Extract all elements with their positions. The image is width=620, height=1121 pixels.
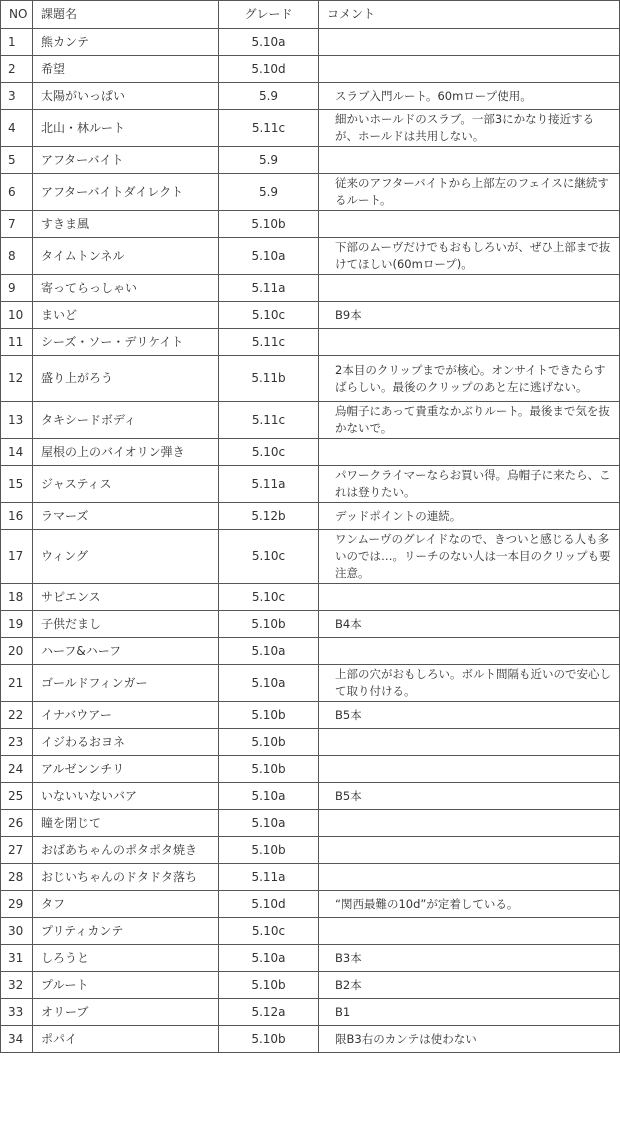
table-row: [1, 147, 620, 174]
route-grade-cell: 5.10a: [219, 665, 319, 702]
route-no-cell: 25: [1, 783, 33, 810]
route-grade-cell: 5.10a: [219, 29, 319, 56]
route-name-cell: 熊カンテ: [33, 29, 219, 56]
table-row: [1, 275, 620, 302]
table-row: [1, 503, 620, 530]
table-row: [1, 584, 620, 611]
header-grade: グレード: [219, 1, 319, 29]
route-grade-cell: 5.11c: [219, 402, 319, 439]
route-name-cell: サピエンス: [33, 584, 219, 611]
route-no-cell: 24: [1, 756, 33, 783]
route-no-cell: 34: [1, 1026, 33, 1053]
route-no-cell: 8: [1, 238, 33, 275]
table-row: [1, 837, 620, 864]
route-grade-cell: 5.10b: [219, 972, 319, 999]
route-comment-cell: 上部の穴がおもしろい。ボルト間隔も近いので安心して取り付ける。: [319, 665, 620, 702]
table-row: [1, 783, 620, 810]
route-grade-cell: 5.10c: [219, 918, 319, 945]
route-no-cell: 26: [1, 810, 33, 837]
table-row: [1, 665, 620, 702]
route-comment-cell: 細かいホールドのスラブ。一部3にかなり接近するが、ホールドは共用しない。: [319, 110, 620, 147]
route-name-cell: 屋根の上のバイオリン弾き: [33, 439, 219, 466]
route-name-cell: アルゼンンチリ: [33, 756, 219, 783]
route-no-cell: 33: [1, 999, 33, 1026]
route-rows: [1, 29, 620, 1053]
table-row: [1, 891, 620, 918]
route-grade-cell: 5.9: [219, 147, 319, 174]
route-comment-cell: [319, 918, 620, 945]
route-name-cell: イジわるおヨネ: [33, 729, 219, 756]
route-grade-cell: 5.11b: [219, 356, 319, 402]
route-comment-cell: B3本: [319, 945, 620, 972]
route-comment-cell: [319, 729, 620, 756]
route-no-cell: 5: [1, 147, 33, 174]
table-row: [1, 729, 620, 756]
route-name-cell: ジャスティス: [33, 466, 219, 503]
route-name-cell: プルート: [33, 972, 219, 999]
route-comment-cell: パワークライマーならお買い得。烏帽子に来たら、これは登りたい。: [319, 466, 620, 503]
route-no-cell: 1: [1, 29, 33, 56]
route-name-cell: 希望: [33, 56, 219, 83]
route-grade-cell: 5.10b: [219, 729, 319, 756]
route-no-cell: 2: [1, 56, 33, 83]
route-no-cell: 11: [1, 329, 33, 356]
route-grade-cell: 5.10a: [219, 945, 319, 972]
route-name-cell: 盛り上がろう: [33, 356, 219, 402]
route-grade-cell: 5.10b: [219, 1026, 319, 1053]
table-row: [1, 756, 620, 783]
route-grade-cell: 5.10b: [219, 611, 319, 638]
route-name-cell: イナバウアー: [33, 702, 219, 729]
route-name-cell: アフターバイトダイレクト: [33, 174, 219, 211]
route-comment-cell: B5本: [319, 783, 620, 810]
route-comment-cell: [319, 810, 620, 837]
route-name-cell: タフ: [33, 891, 219, 918]
route-comment-cell: [319, 56, 620, 83]
header-no: NO: [1, 1, 33, 29]
route-no-cell: 20: [1, 638, 33, 665]
table-row: [1, 864, 620, 891]
route-grade-cell: 5.10a: [219, 238, 319, 275]
table-row: [1, 83, 620, 110]
table-row: [1, 999, 620, 1026]
route-no-cell: 10: [1, 302, 33, 329]
route-grade-cell: 5.11c: [219, 329, 319, 356]
route-no-cell: 32: [1, 972, 33, 999]
table-row: [1, 329, 620, 356]
route-grade-cell: 5.10c: [219, 302, 319, 329]
table-row: [1, 356, 620, 402]
route-grade-cell: 5.10c: [219, 584, 319, 611]
table-row: [1, 702, 620, 729]
table-row: [1, 1026, 620, 1053]
route-no-cell: 30: [1, 918, 33, 945]
table-row: [1, 810, 620, 837]
table-row: [1, 211, 620, 238]
route-grade-cell: 5.11a: [219, 466, 319, 503]
route-name-cell: タイムトンネル: [33, 238, 219, 275]
route-grade-cell: 5.12a: [219, 999, 319, 1026]
header-comment: コメント: [319, 1, 620, 29]
route-no-cell: 4: [1, 110, 33, 147]
route-name-cell: ゴールドフィンガー: [33, 665, 219, 702]
route-comment-cell: [319, 638, 620, 665]
route-comment-cell: ワンムーヴのグレイドなので、きついと感じる人も多いのでは…。リーチのない人は一本目のクリップも要注意。: [319, 530, 620, 584]
route-grade-cell: 5.10b: [219, 702, 319, 729]
route-no-cell: 16: [1, 503, 33, 530]
route-grade-cell: 5.11a: [219, 864, 319, 891]
table-row: [1, 439, 620, 466]
route-grade-cell: 5.11a: [219, 275, 319, 302]
route-comment-cell: [319, 864, 620, 891]
route-comment-cell: B5本: [319, 702, 620, 729]
route-no-cell: 18: [1, 584, 33, 611]
route-name-cell: オリーブ: [33, 999, 219, 1026]
route-comment-cell: [319, 756, 620, 783]
route-name-cell: 瞳を閉じて: [33, 810, 219, 837]
route-comment-cell: 限B3右のカンテは使わない: [319, 1026, 620, 1053]
route-no-cell: 12: [1, 356, 33, 402]
route-comment-cell: B1: [319, 999, 620, 1026]
route-name-cell: おばあちゃんのポタポタ焼き: [33, 837, 219, 864]
table-row: [1, 238, 620, 275]
route-no-cell: 15: [1, 466, 33, 503]
route-grade-cell: 5.9: [219, 174, 319, 211]
route-comment-cell: スラブ入門ルート。60mロープ使用。: [319, 83, 620, 110]
table-row: [1, 530, 620, 584]
table-row: [1, 611, 620, 638]
route-no-cell: 23: [1, 729, 33, 756]
route-comment-cell: [319, 275, 620, 302]
route-no-cell: 17: [1, 530, 33, 584]
route-name-cell: 太陽がいっぱい: [33, 83, 219, 110]
route-name-cell: まいど: [33, 302, 219, 329]
route-grade-cell: 5.11c: [219, 110, 319, 147]
route-grade-cell: 5.10d: [219, 56, 319, 83]
header-row: [1, 1, 620, 29]
route-no-cell: 31: [1, 945, 33, 972]
route-no-cell: 29: [1, 891, 33, 918]
route-name-cell: 寄ってらっしゃい: [33, 275, 219, 302]
table-row: [1, 110, 620, 147]
route-grade-cell: 5.10a: [219, 638, 319, 665]
route-no-cell: 3: [1, 83, 33, 110]
route-name-cell: ラマーズ: [33, 503, 219, 530]
route-name-cell: シーズ・ソー・デリケイト: [33, 329, 219, 356]
route-name-cell: アフターバイト: [33, 147, 219, 174]
route-name-cell: おじいちゃんのドタドタ落ち: [33, 864, 219, 891]
route-no-cell: 22: [1, 702, 33, 729]
route-comment-cell: [319, 329, 620, 356]
route-name-cell: ウィング: [33, 530, 219, 584]
route-no-cell: 6: [1, 174, 33, 211]
route-grade-cell: 5.10b: [219, 211, 319, 238]
route-comment-cell: [319, 584, 620, 611]
route-grade-cell: 5.12b: [219, 503, 319, 530]
table-row: [1, 302, 620, 329]
table-row: [1, 972, 620, 999]
table-row: [1, 174, 620, 211]
table-row: [1, 56, 620, 83]
route-comment-cell: B4本: [319, 611, 620, 638]
route-comment-cell: [319, 837, 620, 864]
route-comment-cell: [319, 147, 620, 174]
route-grade-cell: 5.9: [219, 83, 319, 110]
route-comment-cell: B2本: [319, 972, 620, 999]
route-no-cell: 14: [1, 439, 33, 466]
table-row: [1, 466, 620, 503]
route-comment-cell: [319, 211, 620, 238]
route-no-cell: 21: [1, 665, 33, 702]
route-name-cell: しろうと: [33, 945, 219, 972]
route-no-cell: 9: [1, 275, 33, 302]
route-no-cell: 27: [1, 837, 33, 864]
route-name-cell: すきま風: [33, 211, 219, 238]
route-grade-cell: 5.10a: [219, 783, 319, 810]
route-comment-cell: 従来のアフターバイトから上部左のフェイスに継続するルート。: [319, 174, 620, 211]
route-grade-cell: 5.10c: [219, 530, 319, 584]
route-name-cell: タキシードボディ: [33, 402, 219, 439]
table-row: [1, 29, 620, 56]
route-name-cell: プリティカンテ: [33, 918, 219, 945]
route-grade-cell: 5.10a: [219, 810, 319, 837]
route-no-cell: 19: [1, 611, 33, 638]
route-name-cell: ポパイ: [33, 1026, 219, 1053]
route-grade-cell: 5.10c: [219, 439, 319, 466]
route-comment-cell: 2本目のクリップまでが核心。オンサイトできたらすばらしい。最後のクリップのあと左に逃げない。: [319, 356, 620, 402]
table-row: [1, 918, 620, 945]
route-comment-cell: [319, 439, 620, 466]
route-comment-cell: デッドポイントの連続。: [319, 503, 620, 530]
table-row: [1, 638, 620, 665]
route-name-cell: 北山・林ルート: [33, 110, 219, 147]
route-no-cell: 28: [1, 864, 33, 891]
route-name-cell: 子供だまし: [33, 611, 219, 638]
route-name-cell: いないいないバア: [33, 783, 219, 810]
table-row: [1, 945, 620, 972]
route-comment-cell: 下部のムーヴだけでもおもしろいが、ぜひ上部まで抜けてほしい(60mロープ)。: [319, 238, 620, 275]
route-comment-cell: “関西最難の10d”が定着している。: [319, 891, 620, 918]
route-grade-cell: 5.10d: [219, 891, 319, 918]
route-comment-cell: 烏帽子にあって貴重なかぶりルート。最後まで気を抜かないで。: [319, 402, 620, 439]
route-no-cell: 7: [1, 211, 33, 238]
route-grade-cell: 5.10b: [219, 756, 319, 783]
route-no-cell: 13: [1, 402, 33, 439]
route-name-cell: ハーフ&ハーフ: [33, 638, 219, 665]
route-comment-cell: B9本: [319, 302, 620, 329]
table-row: [1, 402, 620, 439]
route-grade-cell: 5.10b: [219, 837, 319, 864]
header-route-name: 課題名: [33, 1, 219, 29]
route-comment-cell: [319, 29, 620, 56]
